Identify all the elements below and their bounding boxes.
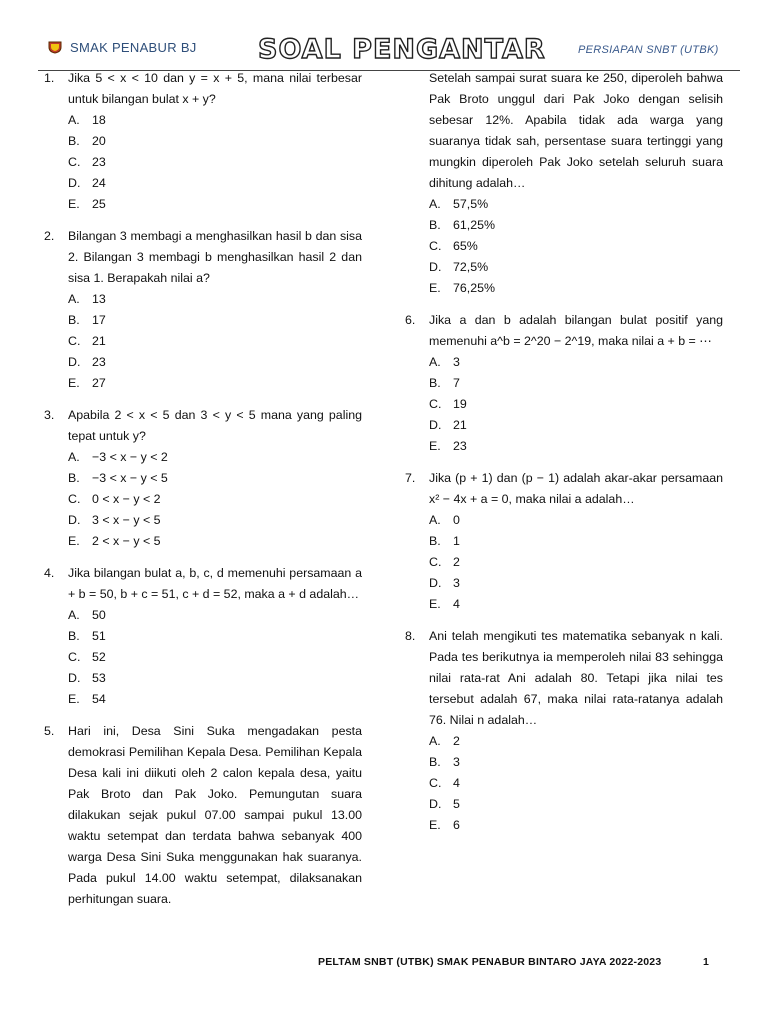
question-q6 — [405, 310, 723, 457]
question-number: 1. — [44, 71, 55, 85]
answer-option — [68, 194, 362, 215]
option-letter: D. — [68, 513, 81, 527]
option-value: 27 — [92, 376, 106, 390]
right-column — [405, 68, 723, 847]
question-number: 6. — [405, 313, 416, 327]
answer-option — [68, 447, 362, 468]
option-value: −3 < x − y < 2 — [92, 450, 168, 464]
answer-option — [429, 257, 723, 278]
option-value: 13 — [92, 292, 106, 306]
option-value: 51 — [92, 629, 106, 643]
option-letter: A. — [68, 608, 80, 622]
answer-option — [429, 594, 723, 615]
answer-option — [429, 794, 723, 815]
option-value: 0 — [453, 513, 460, 527]
option-value: 76,25% — [453, 281, 496, 295]
option-value: 4 — [453, 597, 460, 611]
option-value: 23 — [92, 355, 106, 369]
answer-option — [68, 173, 362, 194]
option-value: 61,25% — [453, 218, 496, 232]
option-letter: B. — [429, 376, 441, 390]
question-number: 2. — [44, 229, 55, 243]
answer-option — [429, 731, 723, 752]
question-number: 5. — [44, 724, 55, 738]
question-number: 8. — [405, 629, 416, 643]
option-letter: B. — [68, 471, 80, 485]
answer-option — [68, 468, 362, 489]
option-value: 6 — [453, 818, 460, 832]
school-name: SMAK PENABUR BJ — [70, 40, 197, 55]
option-value: 4 — [453, 776, 460, 790]
answer-option — [429, 194, 723, 215]
option-letter: E. — [429, 597, 441, 611]
answer-option — [68, 689, 362, 710]
option-value: 2 — [453, 555, 460, 569]
question-q3 — [44, 405, 362, 552]
option-value: 65% — [453, 239, 478, 253]
question-stem: Apabila 2 < x < 5 dan 3 < y < 5 mana yang paling tepat untuk y? — [68, 408, 362, 443]
option-letter: C. — [68, 492, 81, 506]
answer-option — [68, 510, 362, 531]
answer-option — [429, 510, 723, 531]
option-value: 18 — [92, 113, 106, 127]
question-stem: Jika a dan b adalah bilangan bulat positif yang memenuhi a^b = 2^20 − 2^19, maka nilai a + b = ⋯ — [429, 313, 723, 348]
left-column — [44, 68, 362, 921]
answer-option — [68, 310, 362, 331]
answer-option — [429, 752, 723, 773]
option-value: 24 — [92, 176, 106, 190]
option-letter: E. — [429, 439, 441, 453]
answer-option — [68, 110, 362, 131]
option-letter: D. — [68, 355, 81, 369]
option-letter: C. — [68, 650, 81, 664]
option-letter: C. — [429, 239, 442, 253]
option-value: 21 — [453, 418, 467, 432]
option-letter: D. — [429, 797, 442, 811]
option-value: 52 — [92, 650, 106, 664]
question-stem: Hari ini, Desa Sini Suka mengadakan pesta demokrasi Pemilihan Kepala Desa. Pemilihan Kepala Desa kali ini diikuti oleh 2 calon kepala desa, yaitu Pak Broto dan Pak Joko. Pemungutan suara dilakukan sejak pukul 07.00 sampai pukul 13.00 waktu setempat dan terdata bahwa sebanyak 400 warga Desa Sini Suka menggunakan hak suaranya. Pada pukul 14.00 waktu setempat, dilaksanakan perhitungan suara. — [68, 724, 362, 906]
answer-option — [68, 531, 362, 552]
question-q5 — [44, 721, 362, 910]
answer-option — [429, 278, 723, 299]
option-letter: E. — [68, 692, 80, 706]
question-stem: Bilangan 3 membagi a menghasilkan hasil b dan sisa 2. Bilangan 3 membagi b menghasilkan hasil 2 dan sisa 1. Berapakah nilai a? — [68, 229, 362, 285]
answer-option — [68, 289, 362, 310]
option-letter: D. — [68, 671, 81, 685]
answer-option — [429, 215, 723, 236]
page-subtitle: PERSIAPAN SNBT (UTBK) — [578, 44, 719, 56]
question-stem: Ani telah mengikuti tes matematika sebanyak n kali. Pada tes berikutnya ia memperoleh nilai 83 sehingga nilai rata-rat Ani adalah 80. Tetapi jika nilai tes tersebut adalah 67, maka nilai rata-ratanya adalah 76. Nilai n adalah… — [429, 629, 723, 727]
option-value: 5 — [453, 797, 460, 811]
option-letter: C. — [429, 776, 442, 790]
page-header — [0, 0, 768, 72]
option-value: 2 — [453, 734, 460, 748]
answer-option — [429, 415, 723, 436]
option-letter: D. — [429, 260, 442, 274]
answer-option — [68, 626, 362, 647]
option-letter: E. — [429, 818, 441, 832]
question-stem: Jika (p + 1) dan (p − 1) adalah akar-akar persamaan x² − 4x + a = 0, maka nilai a adalah… — [429, 471, 723, 506]
answer-option — [68, 331, 362, 352]
option-value: −3 < x − y < 5 — [92, 471, 168, 485]
answer-option — [429, 236, 723, 257]
option-letter: C. — [68, 155, 81, 169]
answer-option — [68, 668, 362, 689]
option-letter: C. — [68, 334, 81, 348]
option-letter: B. — [429, 755, 441, 769]
question-number: 4. — [44, 566, 55, 580]
option-letter: A. — [429, 355, 441, 369]
page-title: SOAL PENGANTAR — [258, 34, 546, 65]
option-letter: B. — [429, 218, 441, 232]
option-letter: C. — [429, 397, 442, 411]
option-letter: A. — [68, 450, 80, 464]
question-number: 7. — [405, 471, 416, 485]
option-letter: D. — [429, 418, 442, 432]
question-stem: Jika bilangan bulat a, b, c, d memenuhi persamaan a + b = 50, b + c = 51, c + d = 52, maka a + d adalah… — [68, 566, 362, 601]
option-value: 20 — [92, 134, 106, 148]
option-value: 1 — [453, 534, 460, 548]
option-value: 23 — [453, 439, 467, 453]
option-value: 7 — [453, 376, 460, 390]
option-letter: B. — [68, 134, 80, 148]
question-stem-continuation: Setelah sampai surat suara ke 250, diperoleh bahwa Pak Broto unggul dari Pak Joko dengan selisih sebesar 12%. Apabila tidak ada warga yang suaranya tidak sah, persentase suara tertinggi yang mungkin diperoleh Pak Joko setelah seluruh suara dihitung adalah… — [429, 71, 723, 190]
option-letter: B. — [68, 313, 80, 327]
option-letter: E. — [68, 534, 80, 548]
question-q5 — [405, 68, 723, 299]
option-value: 23 — [92, 155, 106, 169]
option-letter: A. — [68, 113, 80, 127]
answer-option — [68, 152, 362, 173]
answer-option — [429, 531, 723, 552]
option-value: 21 — [92, 334, 106, 348]
option-value: 3 < x − y < 5 — [92, 513, 161, 527]
answer-option — [68, 373, 362, 394]
option-value: 17 — [92, 313, 106, 327]
question-q7 — [405, 468, 723, 615]
page-number: 1 — [703, 956, 709, 968]
option-value: 3 — [453, 755, 460, 769]
option-value: 54 — [92, 692, 106, 706]
answer-option — [429, 352, 723, 373]
option-letter: D. — [429, 576, 442, 590]
option-value: 3 — [453, 355, 460, 369]
answer-option — [429, 773, 723, 794]
option-value: 53 — [92, 671, 106, 685]
answer-option — [68, 131, 362, 152]
question-q2 — [44, 226, 362, 394]
option-value: 72,5% — [453, 260, 489, 274]
option-value: 3 — [453, 576, 460, 590]
option-letter: B. — [429, 534, 441, 548]
option-letter: A. — [429, 734, 441, 748]
question-q4 — [44, 563, 362, 710]
option-letter: E. — [68, 376, 80, 390]
question-stem: Jika 5 < x < 10 dan y = x + 5, mana nilai terbesar untuk bilangan bulat x + y? — [68, 71, 362, 106]
option-letter: E. — [429, 281, 441, 295]
option-value: 19 — [453, 397, 467, 411]
question-q1 — [44, 68, 362, 215]
answer-option — [429, 815, 723, 836]
option-letter: E. — [68, 197, 80, 211]
option-letter: D. — [68, 176, 81, 190]
answer-option — [429, 552, 723, 573]
answer-option — [68, 489, 362, 510]
option-letter: B. — [68, 629, 80, 643]
option-value: 50 — [92, 608, 106, 622]
answer-option — [429, 573, 723, 594]
option-letter: C. — [429, 555, 442, 569]
answer-option — [429, 373, 723, 394]
option-value: 57,5% — [453, 197, 489, 211]
option-value: 25 — [92, 197, 106, 211]
question-q8 — [405, 626, 723, 836]
footer-text: PELTAM SNBT (UTBK) SMAK PENABUR BINTARO JAYA 2022-2023 — [318, 956, 662, 968]
school-logo-icon — [48, 40, 62, 54]
option-letter: A. — [429, 197, 441, 211]
answer-option — [68, 352, 362, 373]
answer-option — [429, 436, 723, 457]
answer-option — [68, 647, 362, 668]
option-value: 2 < x − y < 5 — [92, 534, 161, 548]
question-number: 3. — [44, 408, 55, 422]
answer-option — [429, 394, 723, 415]
option-letter: A. — [68, 292, 80, 306]
answer-option — [68, 605, 362, 626]
option-letter: A. — [429, 513, 441, 527]
option-value: 0 < x − y < 2 — [92, 492, 161, 506]
